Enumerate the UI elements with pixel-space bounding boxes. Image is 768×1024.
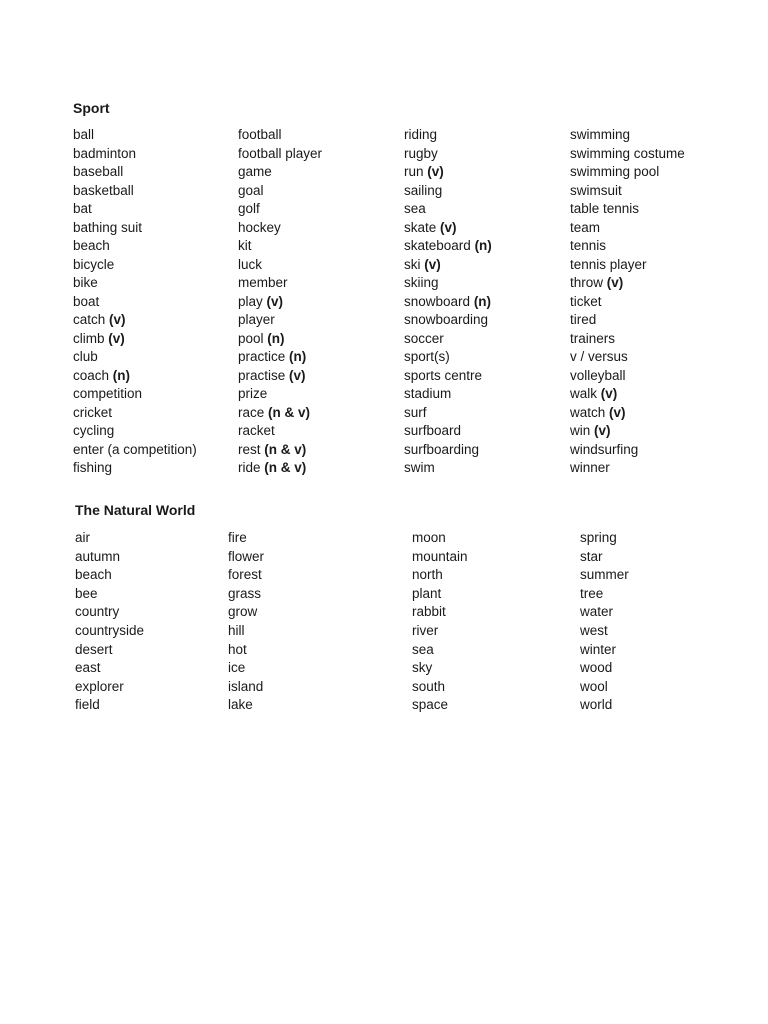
word-entry xyxy=(73,441,197,460)
word-entry xyxy=(228,603,264,622)
word-entry xyxy=(73,348,197,367)
word-text: summer xyxy=(580,567,629,583)
word-entry xyxy=(404,163,492,182)
word-entry xyxy=(73,459,197,478)
word-entry xyxy=(73,293,197,312)
word-text: winner xyxy=(570,460,610,475)
word-entry xyxy=(228,622,264,641)
word-entry xyxy=(238,385,322,404)
word-text: tennis player xyxy=(570,256,647,272)
word-entry xyxy=(238,182,322,201)
word-columns xyxy=(0,529,768,729)
word-text: team xyxy=(570,219,601,235)
word-text: plant xyxy=(412,585,442,601)
word-text: play xyxy=(238,293,263,309)
word-entry xyxy=(404,145,492,164)
word-entry xyxy=(228,529,264,548)
word-text: water xyxy=(580,604,614,620)
part-of-speech: (v) xyxy=(606,275,624,290)
word-text: practice xyxy=(238,349,286,364)
word-text: snowboard xyxy=(404,293,471,309)
word-text: goal xyxy=(238,182,264,198)
word-text: stadium xyxy=(404,386,452,401)
word-text: sport(s) xyxy=(404,349,450,364)
word-text: v / versus xyxy=(570,349,628,364)
part-of-speech: (v) xyxy=(594,423,611,438)
word-text: catch xyxy=(73,312,106,327)
word-text: bicycle xyxy=(73,256,115,272)
word-entry xyxy=(404,348,492,367)
word-text: autumn xyxy=(75,548,121,564)
word-text: beach xyxy=(73,238,110,253)
word-entry xyxy=(412,603,468,622)
word-text: swim xyxy=(404,460,435,475)
word-text: surfboard xyxy=(404,423,462,438)
word-entry xyxy=(570,237,685,256)
word-text: forest xyxy=(228,567,262,583)
word-entry xyxy=(75,641,144,660)
part-of-speech: (v) xyxy=(289,367,306,383)
word-text: table tennis xyxy=(570,201,640,216)
word-text: climb xyxy=(73,330,105,346)
word-text: beach xyxy=(75,567,112,583)
word-text: sea xyxy=(404,201,426,216)
word-text: luck xyxy=(238,256,263,272)
word-text: bat xyxy=(73,201,92,216)
word-text: volleyball xyxy=(570,367,626,383)
word-text: fire xyxy=(228,530,247,545)
word-text: badminton xyxy=(73,145,137,161)
word-entry xyxy=(73,256,197,275)
word-text: hill xyxy=(228,622,245,638)
word-text: tree xyxy=(580,585,604,601)
word-text: soccer xyxy=(404,330,444,346)
word-entry xyxy=(404,256,492,275)
word-text: rugby xyxy=(404,145,438,161)
word-text: pool xyxy=(238,330,264,346)
word-text: south xyxy=(412,678,446,694)
word-text: swimming pool xyxy=(570,164,660,179)
word-entry xyxy=(75,603,144,622)
word-entry xyxy=(580,529,629,548)
word-entry xyxy=(404,219,492,238)
word-text: field xyxy=(75,697,100,713)
part-of-speech: (v) xyxy=(424,256,441,272)
word-text: fishing xyxy=(73,460,113,475)
word-text: skateboard xyxy=(404,238,471,253)
word-text: east xyxy=(75,660,101,676)
word-entry xyxy=(412,659,468,678)
word-text: bee xyxy=(75,585,98,601)
word-text: football player xyxy=(238,145,323,161)
word-entry xyxy=(238,293,322,312)
word-text: golf xyxy=(238,201,260,216)
word-entry xyxy=(228,566,264,585)
word-text: bathing suit xyxy=(73,219,143,235)
word-entry xyxy=(570,422,685,441)
word-text: walk xyxy=(570,386,598,401)
part-of-speech: (v) xyxy=(600,386,618,401)
word-text: game xyxy=(238,164,272,179)
word-text: wool xyxy=(580,678,608,694)
word-text: grow xyxy=(228,604,258,620)
word-entry xyxy=(75,696,144,715)
word-entry xyxy=(75,548,144,567)
word-entry xyxy=(570,145,685,164)
word-text: moon xyxy=(412,530,446,545)
word-entry xyxy=(404,311,492,330)
word-text: rest xyxy=(238,441,261,457)
word-text: countryside xyxy=(75,622,145,638)
word-entry xyxy=(73,404,197,423)
word-entry xyxy=(580,641,629,660)
word-entry xyxy=(238,311,322,330)
word-text: cycling xyxy=(73,423,115,438)
word-text: swimming xyxy=(570,127,631,142)
word-column-2 xyxy=(228,529,264,715)
word-entry xyxy=(238,126,322,145)
word-column-4 xyxy=(570,126,685,478)
word-text: winter xyxy=(580,641,617,657)
word-entry xyxy=(412,585,468,604)
word-entry xyxy=(228,641,264,660)
word-text: skiing xyxy=(404,275,439,290)
part-of-speech: (v) xyxy=(440,219,457,235)
word-text: sky xyxy=(412,660,433,676)
word-entry xyxy=(73,311,197,330)
word-entry xyxy=(238,145,322,164)
word-columns xyxy=(0,126,768,486)
word-entry xyxy=(580,585,629,604)
part-of-speech: (v) xyxy=(108,330,125,346)
word-entry xyxy=(404,385,492,404)
word-text: north xyxy=(412,567,443,583)
word-entry xyxy=(73,422,197,441)
word-text: windsurfing xyxy=(570,441,639,457)
word-text: ride xyxy=(238,460,261,475)
word-entry xyxy=(404,330,492,349)
word-text: sea xyxy=(412,641,434,657)
word-entry xyxy=(404,459,492,478)
word-text: swimsuit xyxy=(570,182,622,198)
word-text: ice xyxy=(228,660,246,676)
word-column-1 xyxy=(75,529,144,715)
word-text: baseball xyxy=(73,164,124,179)
word-entry xyxy=(238,367,322,386)
word-entry xyxy=(580,603,629,622)
word-entry xyxy=(570,459,685,478)
word-text: wood xyxy=(580,660,613,676)
word-entry xyxy=(73,330,197,349)
word-entry xyxy=(580,696,629,715)
part-of-speech: (v) xyxy=(609,404,626,420)
word-entry xyxy=(228,659,264,678)
word-text: club xyxy=(73,349,98,364)
word-text: star xyxy=(580,548,603,564)
word-text: surfboarding xyxy=(404,441,480,457)
word-entry xyxy=(238,237,322,256)
word-text: mountain xyxy=(412,548,468,564)
word-entry xyxy=(238,348,322,367)
part-of-speech: (n & v) xyxy=(268,404,311,420)
word-text: skate xyxy=(404,219,437,235)
word-entry xyxy=(412,566,468,585)
word-entry xyxy=(238,422,322,441)
word-entry xyxy=(570,182,685,201)
word-text: enter (a competition) xyxy=(73,441,197,457)
word-entry xyxy=(570,311,685,330)
part-of-speech: (n) xyxy=(473,293,492,309)
word-entry xyxy=(412,696,468,715)
word-text: hockey xyxy=(238,219,281,235)
word-entry xyxy=(570,367,685,386)
word-entry xyxy=(404,126,492,145)
word-text: flower xyxy=(228,548,265,564)
word-entry xyxy=(570,348,685,367)
part-of-speech: (n & v) xyxy=(264,441,307,457)
word-text: river xyxy=(412,622,439,638)
word-entry xyxy=(75,566,144,585)
word-entry xyxy=(570,200,685,219)
word-text: cricket xyxy=(73,404,113,420)
word-entry xyxy=(412,641,468,660)
word-text: member xyxy=(238,275,288,290)
word-text: practise xyxy=(238,367,286,383)
word-entry xyxy=(228,548,264,567)
section-title-sport: Sport xyxy=(73,100,110,116)
word-text: ski xyxy=(404,256,421,272)
word-text: desert xyxy=(75,641,113,657)
word-entry xyxy=(580,548,629,567)
word-entry xyxy=(570,163,685,182)
word-text: country xyxy=(75,604,120,620)
word-text: lake xyxy=(228,697,253,713)
word-entry xyxy=(75,585,144,604)
word-text: watch xyxy=(570,404,606,420)
word-entry xyxy=(404,293,492,312)
word-text: prize xyxy=(238,386,268,401)
part-of-speech: (n) xyxy=(112,367,131,383)
word-entry xyxy=(228,678,264,697)
word-text: throw xyxy=(570,275,604,290)
word-entry xyxy=(75,678,144,697)
word-entry xyxy=(228,585,264,604)
word-text: win xyxy=(570,423,591,438)
word-entry xyxy=(73,367,197,386)
word-text: tennis xyxy=(570,238,607,253)
word-entry xyxy=(580,678,629,697)
word-entry xyxy=(228,696,264,715)
word-entry xyxy=(404,200,492,219)
word-entry xyxy=(404,367,492,386)
word-entry xyxy=(412,548,468,567)
word-text: grass xyxy=(228,585,262,601)
word-entry xyxy=(570,293,685,312)
word-text: west xyxy=(580,622,608,638)
word-entry xyxy=(73,274,197,293)
word-entry xyxy=(412,678,468,697)
word-text: boat xyxy=(73,293,100,309)
word-entry xyxy=(580,622,629,641)
word-entry xyxy=(570,441,685,460)
word-text: competition xyxy=(73,386,143,401)
word-entry xyxy=(73,200,197,219)
word-text: island xyxy=(228,678,264,694)
word-entry xyxy=(570,385,685,404)
word-text: sports centre xyxy=(404,367,483,383)
word-text: ticket xyxy=(570,293,602,309)
word-column-1 xyxy=(73,126,197,478)
word-text: riding xyxy=(404,127,438,142)
word-text: world xyxy=(580,697,613,713)
word-column-3 xyxy=(404,126,492,478)
word-text: football xyxy=(238,127,282,142)
word-entry xyxy=(75,622,144,641)
word-text: space xyxy=(412,697,449,713)
word-entry xyxy=(404,182,492,201)
part-of-speech: (v) xyxy=(266,293,284,309)
word-text: kit xyxy=(238,238,252,253)
word-text: tired xyxy=(570,312,597,327)
word-column-4 xyxy=(580,529,629,715)
word-text: race xyxy=(238,404,265,420)
word-entry xyxy=(73,145,197,164)
word-text: spring xyxy=(580,530,617,545)
section-title-natural-world: The Natural World xyxy=(75,502,196,518)
word-entry xyxy=(570,404,685,423)
word-entry xyxy=(404,237,492,256)
word-column-3 xyxy=(412,529,468,715)
word-entry xyxy=(570,274,685,293)
word-entry xyxy=(238,330,322,349)
word-entry xyxy=(570,330,685,349)
word-entry xyxy=(580,659,629,678)
word-text: rabbit xyxy=(412,604,446,620)
word-entry xyxy=(412,622,468,641)
word-entry xyxy=(73,182,197,201)
word-entry xyxy=(73,219,197,238)
word-entry xyxy=(580,566,629,585)
part-of-speech: (n & v) xyxy=(264,460,307,475)
part-of-speech: (n) xyxy=(267,330,285,346)
word-text: racket xyxy=(238,423,275,438)
word-entry xyxy=(238,200,322,219)
word-entry xyxy=(238,404,322,423)
word-entry xyxy=(404,422,492,441)
word-text: player xyxy=(238,312,275,327)
word-text: bike xyxy=(73,275,98,290)
word-entry xyxy=(404,441,492,460)
word-entry xyxy=(412,529,468,548)
word-entry xyxy=(238,163,322,182)
word-text: explorer xyxy=(75,678,124,694)
word-text: hot xyxy=(228,641,247,657)
word-text: snowboarding xyxy=(404,312,489,327)
word-entry xyxy=(570,256,685,275)
word-entry xyxy=(73,126,197,145)
word-text: coach xyxy=(73,367,110,383)
word-column-2 xyxy=(238,126,322,478)
word-entry xyxy=(73,163,197,182)
word-text: trainers xyxy=(570,330,616,346)
word-entry xyxy=(75,659,144,678)
word-entry xyxy=(404,404,492,423)
word-entry xyxy=(570,126,685,145)
word-entry xyxy=(73,237,197,256)
word-entry xyxy=(404,274,492,293)
part-of-speech: (n) xyxy=(474,238,492,253)
word-entry xyxy=(570,219,685,238)
part-of-speech: (v) xyxy=(109,312,126,327)
word-text: run xyxy=(404,164,424,179)
word-text: ball xyxy=(73,127,95,142)
part-of-speech: (n) xyxy=(289,349,307,364)
word-text: surf xyxy=(404,404,427,420)
word-text: basketball xyxy=(73,182,134,198)
word-entry xyxy=(238,219,322,238)
word-text: air xyxy=(75,530,91,545)
word-entry xyxy=(238,441,322,460)
part-of-speech: (v) xyxy=(427,164,444,179)
word-entry xyxy=(238,256,322,275)
word-entry xyxy=(238,459,322,478)
word-text: swimming costume xyxy=(570,145,685,161)
word-entry xyxy=(75,529,144,548)
word-entry xyxy=(238,274,322,293)
word-text: sailing xyxy=(404,182,443,198)
word-entry xyxy=(73,385,197,404)
